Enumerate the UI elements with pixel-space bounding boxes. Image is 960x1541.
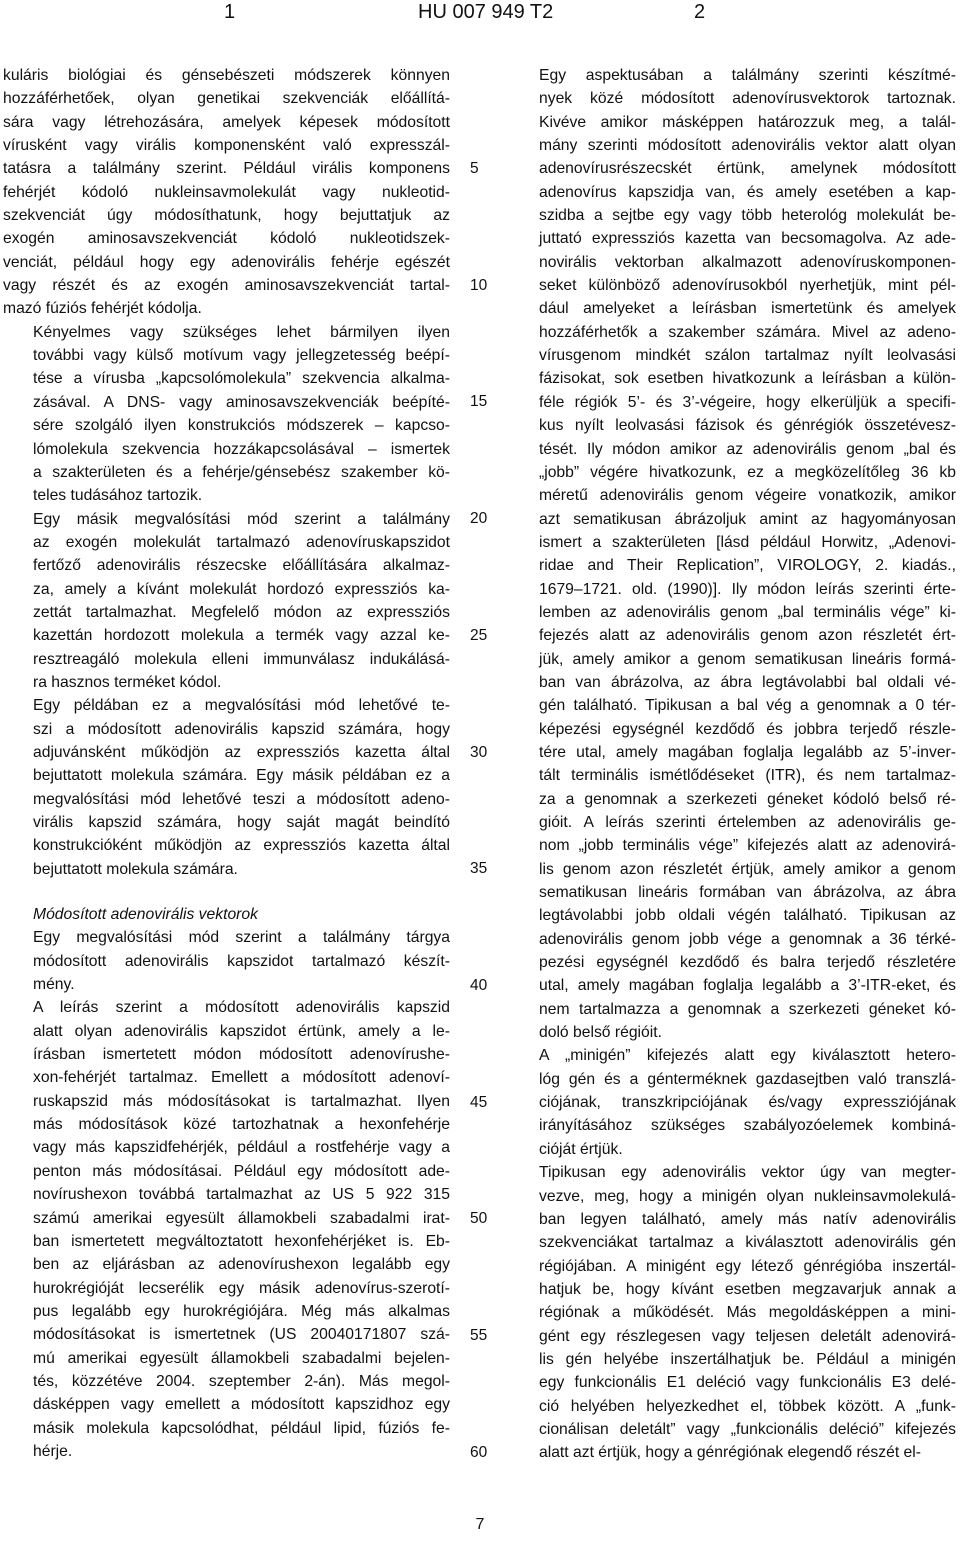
text-line: ció helyében helyezkedhet el, többek között. A „funk- (539, 1397, 956, 1415)
text-line: másik molekula kapcsolódhat, például lipid, fúziós fe- (33, 1419, 450, 1437)
line-number: 25 (470, 626, 488, 644)
text-line: mény. (33, 976, 75, 994)
text-line: Módosított adenovirális vektorok (33, 906, 258, 924)
text-line: kuláris biológiai és génsebészeti módszerek könnyen (3, 67, 450, 84)
text-line: szekvenciákat tartalmaz a kiválasztott adenovirális gén (539, 1234, 956, 1252)
text-line: nom „jobb terminális vége” kifejezés alatt az adenovirá- (539, 837, 956, 855)
text-line: régiónak a működését. Más megoldásképpen a mini- (539, 1304, 956, 1322)
text-line: vagy más kapszidfehérjék, például a rostfehérje vagy a (33, 1139, 450, 1157)
paragraph (509, 1161, 956, 1464)
text-line: hurokrégióját lecserélik egy másik adenovírus-szerotí- (33, 1279, 450, 1297)
text-line: adjuvánsként működjön az expressziós kazetta által (33, 743, 450, 761)
text-line: hérje. (33, 1442, 73, 1460)
left-column (3, 64, 450, 1463)
text-line: teles tudásához tartozik. (33, 487, 203, 505)
text-line: Kivéve amikor másképpen határozzuk meg, a talál- (539, 113, 956, 131)
line-number: 20 (470, 510, 488, 528)
text-line: virális kapszid számára, hogy saját magát beindító (33, 814, 450, 831)
text-line: gént egy részlegesen vagy teljesen deletált adenovirá- (539, 1327, 956, 1345)
text-line: méretű adenovirális genom végeire vonatkozik, amikor (539, 487, 956, 505)
text-line: az exogén molekulát tartalmazó adenovíruskapszidot (33, 533, 450, 551)
paragraph (3, 508, 450, 695)
text-line: doló belső régióit. (539, 1024, 662, 1042)
text-line: fejezés alatt az adenovirális genom azon részletét ért- (539, 627, 956, 645)
text-line: hozzáférhetők a szakember számára. Mivel az adeno- (539, 323, 956, 341)
text-line: ismert a szakterületen [lásd például Horwitz, „Adenovi- (539, 533, 956, 551)
text-line: resztreagáló molekula elleni immunválasz indukálásá- (33, 650, 450, 668)
line-number: 10 (470, 276, 488, 294)
text-line: juttató expressziós kazetta van becsomagolva. Az ade- (539, 230, 956, 248)
text-line: mazó fúziós fehérjét kódolja. (3, 300, 202, 318)
text-line: tére utal, amely magában foglalja legalább az 5’-inver- (539, 743, 956, 761)
text-line: alatt olyan adenovirális kapszidot értünk, amely a le- (33, 1022, 450, 1040)
text-line: jük, amely amikor a genom sematikusan lineáris formá- (539, 650, 956, 668)
text-line: Egy példában ez a megvalósítási mód lehetővé te- (33, 697, 450, 715)
text-line: seket különböző adenovírusokból nyerhetjük, mint pél- (539, 277, 956, 295)
line-number: 60 (470, 1443, 488, 1461)
paragraph (3, 64, 450, 321)
paragraph (3, 996, 450, 1463)
text-line: féle régiók 5’- és 3’-végeire, hogy elkerüljük a specifi- (539, 393, 956, 411)
text-line: zásával. A DNS- vagy aminosavszekvenciák beépíté- (33, 393, 450, 411)
text-line: pezési egységnél kezdődő és balra terjedő részletére (539, 954, 956, 972)
text-line: tált terminális ismétlődéseket (ITR), és nem tartalmaz- (539, 767, 956, 785)
text-line: szekvenciát úgy módosíthatunk, hogy bejuttatjuk az (3, 207, 450, 225)
line-number: 55 (470, 1327, 488, 1344)
line-number: 5 (470, 160, 479, 177)
text-line: vírusgenom mindkét szálon tartalmaz nyílt leolvasási (539, 347, 956, 365)
text-line: írásban ismertetett módon módosított adenovírushe- (33, 1046, 450, 1064)
page-number-right: 2 (694, 1, 706, 23)
text-line: tése a vírusba „kapcsolómolekula” szekvencia alkalma- (33, 370, 450, 388)
text-line: további vagy külső motívum vagy jellegzetesség beépí- (33, 347, 450, 365)
text-line: lemben az adenovirális genom „bal terminális vége” ki- (539, 603, 956, 621)
text-line: más módosítások közé tartozhatnak a hexonfehérje (33, 1116, 450, 1134)
text-line: gióit. A leírás szerinti értelemben az adenovirális ge- (539, 814, 956, 831)
text-line: novírushexon továbbá tartalmazhat az US 5 922 315 (33, 1186, 450, 1204)
text-line: hozzáférhetőek, olyan genetikai szekvenciák előállítá- (3, 90, 450, 108)
text-line: pus legalább egy hurokrégiójára. Még más alkalmas (33, 1302, 450, 1320)
text-line: legtávolabbi jobb oldali végén található. Tipikusan az (539, 907, 956, 925)
text-line: számú amerikai egyesült államokbeli szabadalmi irat- (33, 1209, 450, 1227)
text-line: tését. Ily módon amikor az adenovirális genom „bal és (539, 440, 956, 458)
text-line: „jobb” végére hivatkozunk, ez a megközelítőleg 36 kb (539, 463, 956, 481)
text-line: tés, közzétéve 2004. szeptember 2-án). Más megol- (33, 1372, 450, 1390)
page-number-left: 1 (224, 1, 236, 23)
line-number: 45 (470, 1093, 488, 1111)
section-heading (3, 903, 450, 926)
text-line: xon-fehérjét tartalmaz. Emellett a módosított adenoví- (33, 1069, 450, 1087)
text-line: sére szolgáló ilyen konstrukciós módszerek – kapcso- (33, 417, 450, 435)
text-line: adenovirális genom jobb vége a genomnak a 36 térké- (539, 930, 956, 948)
text-line: cióját értjük. (539, 1140, 623, 1158)
text-line: vezve, meg, hogy a minigén olyan nukleinsavmolekulá- (539, 1187, 956, 1205)
text-line: ciójának, transzkripciójának és/vagy expressziójának (539, 1094, 956, 1112)
text-line: ridae and Their Replication”, VIROLOGY, 2. kiadás., (539, 557, 956, 575)
text-line: ban legyen található, amely más natív adenovirális (539, 1210, 956, 1228)
text-line: 1679–1721. old. (1990)]. Ily módon leírás szerinti érte- (539, 580, 956, 598)
text-line: ban ismertetett megváltoztatott hexonfehérjéket is. Eb- (33, 1232, 450, 1250)
text-line: lóg gén és a génterméknek gazdasejtben való transzlá- (539, 1070, 956, 1088)
paragraph (3, 926, 450, 996)
text-line: lis gén helyébe inszertálhatjuk be. Például a minigén (539, 1350, 956, 1368)
text-line: Egy aspektusában a találmány szerinti készítmé- (539, 67, 956, 84)
text-line: fertőző adenovirális részecske előállítására alkalmaz- (33, 557, 450, 575)
text-line: zettát tartalmazhat. Megfelelő módon az expressziós (33, 603, 450, 621)
text-line: a szakterületen és a fehérje/génsebész szakember kö- (33, 463, 450, 481)
text-line: megvalósítási mód lehetővé teszi a módosított adeno- (33, 790, 450, 808)
text-line: A „minigén” kifejezés alatt egy kiválasztott hetero- (539, 1047, 956, 1065)
line-number: 35 (470, 860, 488, 878)
text-line: adenovírus kapszidja van, és amely esetében a kap- (539, 183, 956, 201)
right-column (509, 64, 956, 1465)
line-number: 40 (470, 976, 488, 994)
text-line: módosított adenovirális kapszidot tartalmazó készít- (33, 952, 450, 970)
text-line: képezési egységnél kezdődő és jobbra terjedő részle- (539, 720, 956, 738)
text-line: módosításokat is ismertetnek (US 20040171807 szá- (33, 1326, 450, 1344)
text-line: tatásra a találmány szerint. Például virális komponens (3, 160, 450, 178)
text-line: bejuttatott molekula számára. Egy másik példában ez a (33, 767, 450, 785)
text-line: lómolekula szekvencia hozzákapcsolásával – ismertek (33, 440, 450, 458)
text-line: ruskapszid más módosításokat is tartalmazhat. Ilyen (33, 1092, 450, 1110)
text-line: ban van ábrázolva, az ábra legtávolabbi bal oldali vé- (539, 673, 956, 691)
text-line: egy funkcionális E1 deléció vagy funkcionális E3 delé- (539, 1374, 956, 1392)
line-number: 50 (470, 1210, 488, 1228)
text-line: Kényelmes vagy szükséges lehet bármilyen ilyen (33, 323, 450, 341)
text-line: irányításához szükséges szabályozóelemek kombiná- (539, 1117, 956, 1135)
text-line: azt sematikusan ábrázoljuk amint az hagyományosan (539, 510, 956, 528)
text-line: konstrukcióként működjön az expressziós kazetta által (33, 837, 450, 855)
text-line: szidba a sejtbe egy vagy több heterológ molekulát be- (539, 207, 956, 225)
text-line: szi a módosított adenovirális kapszid számára, hogy (33, 720, 450, 738)
text-line: dásképpen vagy emellett a módosított kapszidhoz egy (33, 1396, 450, 1414)
text-line: fázisokat, sok esetben hivatkozunk a leírásban a külön- (539, 370, 956, 388)
text-line: exogén aminosavszekvenciát kódoló nukleotidszek- (3, 230, 450, 248)
text-line: lis genom azon részletét értjük, amely amikor a genom (539, 860, 956, 878)
text-line: za a genomnak a szerkezeti géneket kódoló belső ré- (539, 790, 956, 808)
text-line: alatt azt értjük, hogy a génrégiónak elegendő részét el- (539, 1444, 921, 1462)
text-line: novirális vektorban alkalmazott adenovíruskomponen- (539, 253, 956, 271)
line-number: 30 (470, 743, 488, 761)
text-line: Egy másik megvalósítási mód szerint a találmány (33, 510, 450, 528)
text-line: bejuttatott molekula számára. (33, 860, 238, 878)
paragraph (509, 1044, 956, 1161)
text-line: mú amerikai egyesült államokbeli szabadalmi bejelen- (33, 1349, 450, 1367)
text-line: penton más módosításai. Például egy módosított ade- (33, 1162, 450, 1180)
text-line: nyek közé módosított adenovírusvektorok tartoznak. (539, 90, 956, 108)
paragraph (3, 321, 450, 508)
text-line: gén található. Tipikusan a bal vég a genomnak a 0 tér- (539, 697, 956, 715)
text-line: venciát, például hogy egy adenovirális fehérje egészét (3, 253, 450, 271)
text-line: cionálisan deletált” vagy „funkcionális deléció” kifejezés (539, 1420, 956, 1438)
text-line: za, amely a kívánt molekulát hordozó expressziós ka- (33, 580, 450, 598)
text-line: ben az eljárásban az adenovírushexon legalább egy (33, 1256, 450, 1274)
text-line: nem tartalmazza a genomnak a szerkezeti géneket kó- (539, 1000, 956, 1018)
page-footer-number: 7 (475, 1516, 485, 1533)
text-line: kus nyílt leolvasási fázisok és génrégiók összetévesz- (539, 417, 956, 435)
text-line: sára vagy létrehozására, amelyek képesek módosított (3, 113, 450, 131)
text-line: hatjuk be, hogy kívánt esetben megzavarjuk annak a (539, 1280, 956, 1298)
text-line: régiójában. A minigént egy létező génrégióba inszertál- (539, 1257, 956, 1275)
text-line: fehérjét kódoló nukleinsavmolekulát vagy nukleotid- (3, 183, 450, 201)
text-line: sematikusan lineáris formában van ábrázolva, az ábra (539, 884, 956, 902)
text-line: vagy részét és az exogén aminosavszekvenciát tartal- (3, 277, 450, 295)
text-line: utal, amely magában foglalja legalább a 3’-ITR-eket, és (539, 977, 956, 995)
text-line: dául amelyeket a leírásban ismertetünk és amelyek (539, 300, 956, 318)
text-line: adenovírusrészecskét értünk, amelynek módosított (539, 160, 956, 178)
text-line: kazettán hordozott molekula a termék vagy azzal ke- (33, 627, 450, 645)
text-line: ra hasznos terméket kódol. (33, 673, 222, 691)
line-number: 15 (470, 393, 488, 411)
paragraph (509, 64, 956, 1044)
text-line: Egy megvalósítási mód szerint a találmány tárgya (33, 929, 450, 947)
document-id: HU 007 949 T2 (418, 1, 554, 23)
text-line: Tipikusan egy adenovirális vektor úgy van megter- (539, 1164, 956, 1182)
text-line: A leírás szerint a módosított adenovirális kapszid (33, 999, 450, 1017)
paragraph (3, 694, 450, 881)
text-line: mány szerinti módosított adenovirális vektor alatt olyan (539, 137, 956, 155)
text-line: vírusként vagy virális komponensként való expresszál- (3, 137, 450, 155)
